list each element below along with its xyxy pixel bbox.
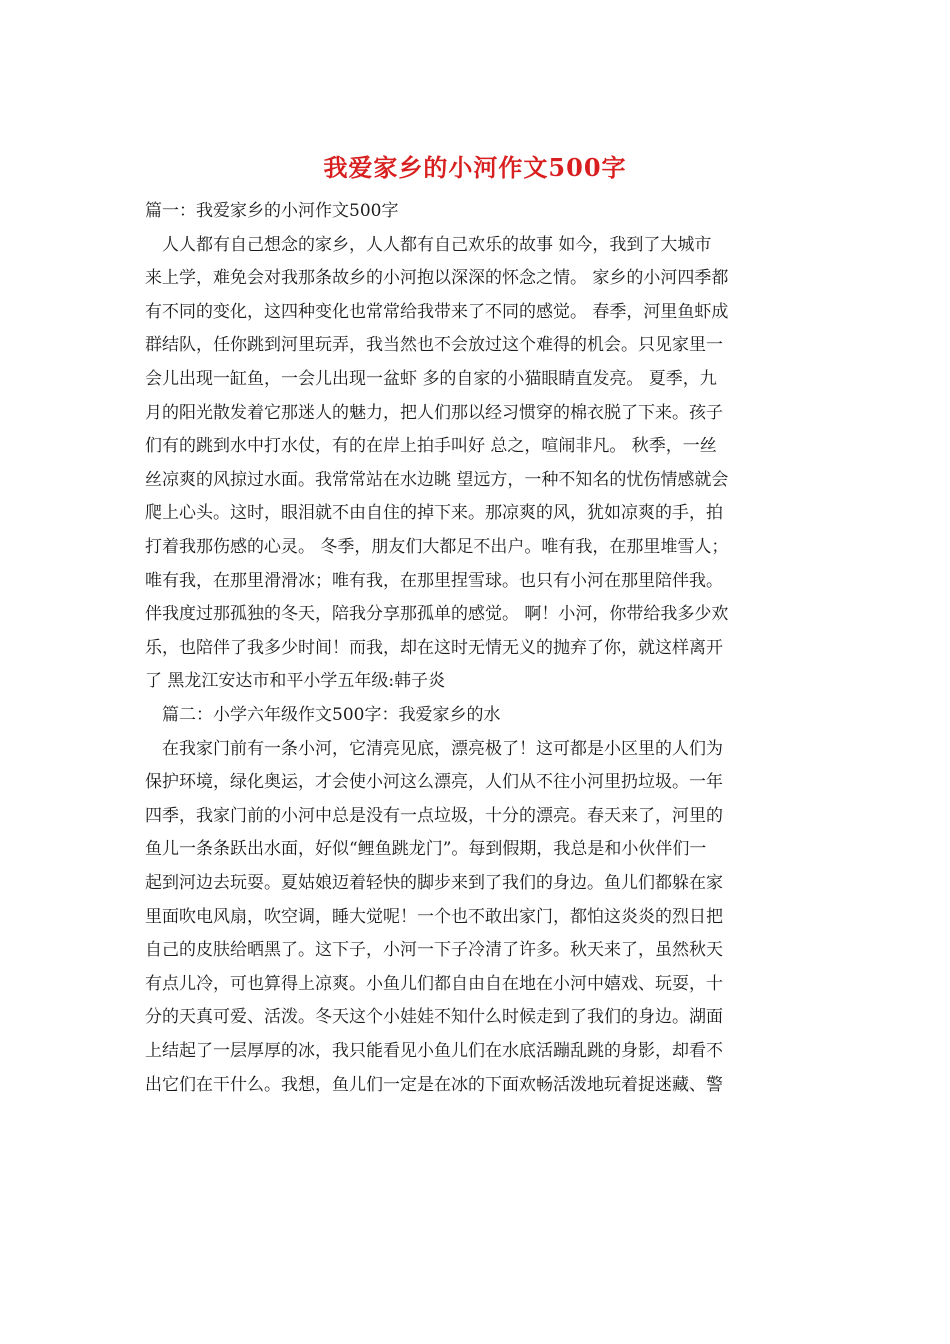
body-line: 篇二：小学六年级作文500字：我爱家乡的水 (145, 705, 501, 725)
body-line: 自己的皮肤给晒黑了。这下子，小河一下子冷清了许多。秋天来了，虽然秋天 (145, 940, 723, 961)
body-line: 里面吹电风扇，吹空调，睡大觉呢！一个也不敢出家门，都怕这炎炎的烈日把 (145, 906, 723, 927)
body-line: 在我家门前有一条小河，它清亮见底，漂亮极了！这可都是小区里的人们为 (145, 738, 723, 759)
body-line: 唯有我，在那里滑滑冰；唯有我，在那里捏雪球。也只有小河在那里陪伴我。 (145, 570, 723, 591)
body-line: 来上学，难免会对我那条故乡的小河抱以深深的怀念之情。 家乡的小河四季都 (145, 268, 729, 289)
body-line: 了 黑龙江安达市和平小学五年级:韩子炎 (145, 671, 446, 692)
body-line: 群结队，任你跳到河里玩弄，我当然也不会放过这个难得的机会。只见家里一 (145, 335, 723, 356)
body-line: 鱼儿一条条跃出水面，好似“鲤鱼跳龙门”。每到假期，我总是和小伙伴们一 (145, 839, 707, 860)
body-line: 篇一：我爱家乡的小河作文500字 (145, 201, 399, 221)
body-line: 上结起了一层厚厚的冰，我只能看见小鱼儿们在水底活蹦乱跳的身影，却看不 (145, 1041, 723, 1061)
body-line: 四季，我家门前的小河中总是没有一点垃圾，十分的漂亮。春天来了，河里的 (145, 805, 723, 826)
body-line: 起到河边去玩耍。夏姑娘迈着轻快的脚步来到了我们的身边。鱼儿们都躲在家 (145, 873, 723, 893)
body-line: 伴我度过那孤独的冬天，陪我分享那孤单的感觉。 啊！小河，你带给我多少欢 (145, 604, 729, 625)
body-line: 保护环境，绿化奥运，才会使小河这么漂亮，人们从不往小河里扔垃圾。一年 (145, 772, 723, 793)
body-line: 乐，也陪伴了我多少时间！而我，却在这时无情无义的抛弃了你，就这样离开 (145, 637, 723, 658)
body-line: 月的阳光散发着它那迷人的魅力，把人们那以经习惯穿的棉衣脱了下来。孩子 (145, 402, 723, 423)
document-title: 我爱家乡的小河作文500字 (323, 153, 627, 182)
body-line: 们有的跳到水中打水仗，有的在岸上拍手叫好 总之，喧闹非凡。 秋季，一丝 (145, 436, 717, 457)
body-line: 有点儿冷，可也算得上凉爽。小鱼儿们都自由自在地在小河中嬉戏、玩耍，十 (145, 973, 723, 994)
body-line: 打着我那伤感的心灵。 冬季，朋友们大都足不出户。唯有我，在那里堆雪人； (145, 537, 729, 557)
body-line: 会儿出现一缸鱼，一会儿出现一盆虾 多的自家的小猫眼睛直发亮。 夏季，九 (145, 369, 717, 389)
body-line: 爬上心头。这时，眼泪就不由自住的掉下来。那凉爽的风，犹如凉爽的手，拍 (145, 503, 723, 524)
body-line: 有不同的变化，这四种变化也常常给我带来了不同的感觉。 春季，河里鱼虾成 (145, 301, 729, 322)
body-line: 出它们在干什么。我想，鱼儿们一定是在冰的下面欢畅活泼地玩着捉迷藏、警 (145, 1074, 723, 1095)
body-line: 人人都有自己想念的家乡，人人都有自己欢乐的故事 如今，我到了大城市 (145, 234, 712, 255)
body-line: 丝凉爽的风掠过水面。我常常站在水边眺 望远方，一种不知名的忧伤情感就会 (145, 469, 729, 490)
body-line: 分的天真可爱、活泼。冬天这个小娃娃不知什么时候走到了我们的身边。湖面 (145, 1007, 723, 1028)
